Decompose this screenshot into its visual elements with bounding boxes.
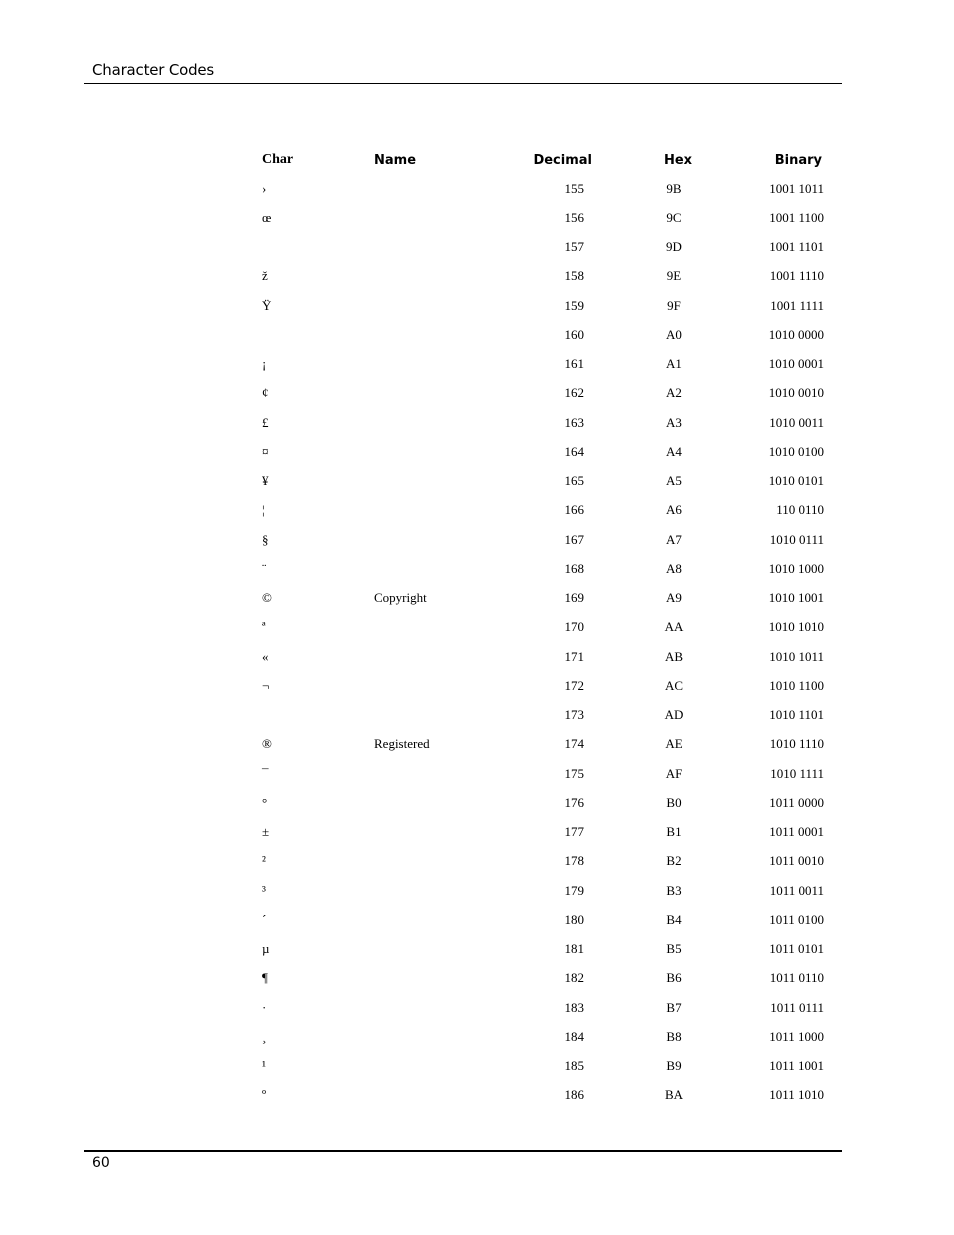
cell-decimal: 178 — [564, 853, 584, 869]
cell-decimal: 174 — [564, 736, 584, 752]
cell-binary: 1011 1000 — [769, 1028, 824, 1044]
table-row — [256, 1022, 834, 1051]
cell-hex: AE — [665, 736, 683, 752]
cell-char: º — [262, 1087, 267, 1103]
cell-name — [368, 1022, 496, 1051]
cell-hex: A2 — [666, 385, 682, 401]
table-row — [256, 818, 834, 847]
cell-decimal: 168 — [564, 560, 584, 576]
cell-binary: 1001 1110 — [769, 268, 824, 284]
cell-decimal: 171 — [564, 648, 584, 664]
cell-hex: 9F — [667, 297, 681, 313]
cell-binary: 1011 0001 — [769, 824, 824, 840]
cell-char: « — [262, 648, 269, 664]
cell-decimal: 158 — [564, 268, 584, 284]
cell-name — [368, 320, 496, 349]
cell-char — [256, 320, 368, 349]
table-row — [256, 993, 834, 1022]
table-row — [256, 174, 834, 203]
cell-decimal: 159 — [564, 297, 584, 313]
cell-hex: 9C — [666, 209, 682, 225]
table-row — [256, 876, 834, 905]
cell-char: ž — [262, 268, 268, 284]
cell-char: ¡ — [262, 356, 267, 372]
cell-binary: 1010 0010 — [768, 385, 824, 401]
cell-hex: AC — [664, 677, 684, 693]
cell-char: ¦ — [262, 502, 265, 518]
table-row — [256, 759, 834, 788]
cell-name — [368, 759, 496, 788]
cell-char: ¢ — [262, 385, 269, 401]
table-row — [256, 350, 834, 379]
cell-hex: B2 — [666, 853, 682, 869]
cell-binary: 1010 1111 — [770, 765, 824, 781]
cell-name — [368, 905, 496, 934]
cell-name — [368, 467, 496, 496]
footer-rule — [84, 1150, 842, 1152]
cell-binary: 1010 1100 — [769, 677, 824, 693]
cell-name: Registered — [374, 736, 430, 752]
cell-name — [368, 613, 496, 642]
cell-hex: B1 — [666, 824, 682, 840]
cell-binary: 1001 1111 — [770, 297, 824, 313]
cell-name — [368, 847, 496, 876]
cell-decimal: 165 — [564, 473, 584, 489]
cell-char: µ — [262, 941, 270, 957]
cell-hex: B6 — [666, 970, 682, 986]
cell-binary: 1011 0110 — [769, 970, 824, 986]
table-row — [256, 584, 834, 613]
cell-char: ¹ — [262, 1058, 266, 1074]
table-body — [256, 174, 834, 1110]
cell-binary: 1011 0010 — [769, 853, 824, 869]
cell-char: £ — [262, 414, 269, 430]
cell-binary: 1010 1001 — [768, 590, 824, 606]
cell-char: ¶ — [262, 970, 268, 986]
cell-char: ® — [262, 736, 272, 752]
table-row — [256, 935, 834, 964]
cell-hex: B5 — [666, 941, 682, 957]
cell-binary: 1011 0011 — [769, 882, 824, 898]
cell-decimal: 175 — [564, 765, 584, 781]
cell-binary: 1001 1011 — [769, 180, 824, 196]
cell-char: ¬ — [262, 677, 270, 693]
cell-char: ¤ — [262, 443, 269, 459]
table-row — [256, 964, 834, 993]
column-header-decimal: Decimal — [533, 152, 592, 168]
cell-hex: A4 — [666, 443, 682, 459]
table-row — [256, 233, 834, 262]
cell-decimal: 179 — [564, 882, 584, 898]
cell-hex: A5 — [666, 473, 682, 489]
cell-binary: 1010 1110 — [769, 736, 824, 752]
cell-hex: B9 — [666, 1058, 682, 1074]
table-row — [256, 467, 834, 496]
cell-char: ª — [262, 619, 266, 635]
cell-decimal: 169 — [564, 590, 584, 606]
cell-char: ¥ — [262, 473, 269, 489]
column-header-binary: Binary — [774, 152, 822, 168]
cell-decimal: 186 — [564, 1087, 584, 1103]
cell-decimal: 157 — [564, 239, 584, 255]
cell-char: ± — [262, 824, 270, 840]
cell-decimal: 183 — [564, 999, 584, 1015]
cell-binary: 1010 1000 — [768, 560, 824, 576]
table-row — [256, 320, 834, 349]
cell-hex: A8 — [666, 560, 682, 576]
cell-hex: B0 — [666, 794, 682, 810]
cell-binary: 1011 0111 — [770, 999, 824, 1015]
table-row — [256, 496, 834, 525]
cell-hex: B3 — [666, 882, 682, 898]
cell-char — [256, 233, 368, 262]
cell-binary: 1011 0101 — [769, 941, 824, 957]
cell-char: Ÿ — [262, 297, 272, 313]
cell-hex: AF — [665, 765, 683, 781]
cell-name — [368, 174, 496, 203]
cell-name — [368, 291, 496, 320]
cell-binary: 1010 0101 — [768, 473, 824, 489]
cell-name — [368, 379, 496, 408]
cell-name — [368, 935, 496, 964]
column-header-name: Name — [374, 152, 417, 168]
table-row — [256, 291, 834, 320]
cell-binary: 1010 0001 — [768, 356, 824, 372]
cell-char: œ — [262, 209, 272, 225]
cell-hex: AA — [664, 619, 684, 635]
cell-char: › — [262, 180, 267, 196]
cell-binary: 1011 1001 — [769, 1058, 824, 1074]
cell-decimal: 163 — [564, 414, 584, 430]
cell-decimal: 184 — [564, 1028, 584, 1044]
running-header-title: Character Codes — [92, 61, 215, 79]
cell-binary: 1001 1100 — [769, 209, 824, 225]
cell-name — [368, 818, 496, 847]
cell-char: · — [262, 999, 267, 1015]
column-header-char: Char — [262, 152, 294, 167]
table-row — [256, 905, 834, 934]
cell-char: ³ — [262, 882, 266, 898]
cell-decimal: 180 — [564, 911, 584, 927]
table-row — [256, 437, 834, 466]
column-header-hex: Hex — [663, 152, 693, 168]
cell-decimal: 156 — [564, 209, 584, 225]
cell-name — [368, 437, 496, 466]
cell-name — [368, 203, 496, 232]
cell-name — [368, 788, 496, 817]
cell-hex: A1 — [666, 356, 682, 372]
cell-binary: 1011 0100 — [769, 911, 824, 927]
table-row — [256, 525, 834, 554]
cell-decimal: 161 — [564, 356, 584, 372]
cell-binary: 1011 0000 — [769, 794, 824, 810]
cell-name — [368, 408, 496, 437]
table-row — [256, 613, 834, 642]
cell-hex: A3 — [666, 414, 682, 430]
cell-hex: AD — [664, 707, 684, 723]
cell-name — [368, 1081, 496, 1110]
cell-char: ¸ — [262, 1028, 267, 1044]
cell-hex: 9E — [666, 268, 682, 284]
cell-binary: 1010 1101 — [769, 707, 824, 723]
cell-decimal: 162 — [564, 385, 584, 401]
cell-decimal: 181 — [564, 941, 584, 957]
cell-name: Copyright — [374, 590, 427, 606]
cell-binary: 1001 1101 — [769, 239, 824, 255]
character-code-table — [256, 146, 834, 1110]
table-row — [256, 203, 834, 232]
cell-name — [368, 993, 496, 1022]
cell-hex: A0 — [666, 326, 682, 342]
cell-hex: B8 — [666, 1028, 682, 1044]
cell-binary: 1010 0100 — [768, 443, 824, 459]
cell-char: ° — [262, 794, 268, 810]
cell-char: ² — [262, 853, 266, 869]
cell-char: © — [262, 590, 272, 606]
cell-hex: AB — [664, 648, 684, 664]
table-header-row — [256, 146, 834, 174]
cell-hex: A9 — [666, 590, 682, 606]
table-row — [256, 701, 834, 730]
cell-decimal: 177 — [564, 824, 584, 840]
cell-decimal: 173 — [564, 707, 584, 723]
cell-decimal: 176 — [564, 794, 584, 810]
cell-decimal: 185 — [564, 1058, 584, 1074]
cell-decimal: 167 — [564, 531, 584, 547]
cell-hex: 9D — [666, 239, 682, 255]
cell-name — [368, 701, 496, 730]
cell-name — [368, 350, 496, 379]
cell-name — [368, 1052, 496, 1081]
header-rule — [84, 83, 842, 84]
cell-hex: B7 — [666, 999, 682, 1015]
table-row — [256, 788, 834, 817]
table-row — [256, 262, 834, 291]
cell-decimal: 166 — [564, 502, 584, 518]
cell-name — [368, 642, 496, 671]
cell-hex: B4 — [666, 911, 682, 927]
cell-decimal: 155 — [564, 180, 584, 196]
cell-decimal: 164 — [564, 443, 584, 459]
cell-binary: 1010 1010 — [768, 619, 824, 635]
cell-decimal: 172 — [564, 677, 584, 693]
cell-binary: 1010 0111 — [769, 531, 824, 547]
table-row — [256, 730, 834, 759]
table-row — [256, 554, 834, 583]
cell-name — [368, 262, 496, 291]
table-row — [256, 408, 834, 437]
cell-name — [368, 525, 496, 554]
cell-hex: 9B — [666, 180, 682, 196]
cell-binary: 1010 0011 — [769, 414, 824, 430]
cell-hex: BA — [664, 1087, 684, 1103]
table-row — [256, 379, 834, 408]
cell-name — [368, 233, 496, 262]
table-row — [256, 671, 834, 700]
table-row — [256, 1052, 834, 1081]
cell-char: ´ — [262, 911, 267, 927]
cell-name — [368, 671, 496, 700]
cell-binary: 1010 0000 — [768, 326, 824, 342]
cell-name — [368, 964, 496, 993]
cell-decimal: 160 — [564, 326, 584, 342]
cell-binary: 110 0110 — [776, 502, 824, 518]
cell-char: § — [262, 531, 269, 547]
cell-binary: 1010 1011 — [769, 648, 824, 664]
table-row — [256, 1081, 834, 1110]
table-row — [256, 847, 834, 876]
page-number: 60 — [92, 1155, 110, 1171]
cell-decimal: 170 — [564, 619, 584, 635]
cell-char: ¨ — [262, 560, 267, 576]
cell-name — [368, 876, 496, 905]
table-row — [256, 642, 834, 671]
cell-name — [368, 554, 496, 583]
cell-hex: A7 — [666, 531, 682, 547]
cell-decimal: 182 — [564, 970, 584, 986]
cell-name — [368, 496, 496, 525]
cell-binary: 1011 1010 — [769, 1087, 824, 1103]
cell-hex: A6 — [666, 502, 682, 518]
cell-char: ¯ — [262, 765, 269, 781]
cell-char — [256, 701, 368, 730]
